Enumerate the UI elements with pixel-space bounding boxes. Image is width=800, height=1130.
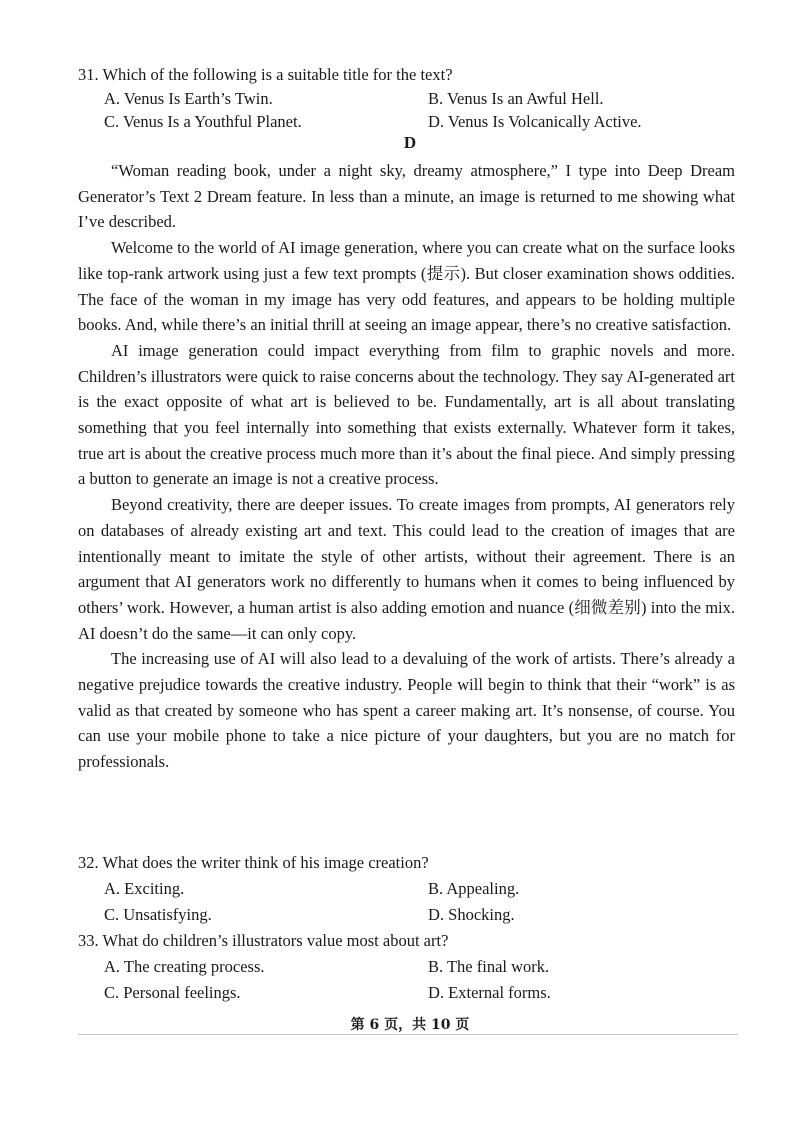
reading-passage	[78, 158, 735, 775]
question-33-option-b: B. The final work.	[428, 957, 550, 976]
question-31-option-d: D. Venus Is Volcanically Active.	[428, 112, 642, 131]
question-31-option-a: A. Venus Is Earth’s Twin.	[104, 89, 273, 108]
page-number-footer: 第 6 页，共 10 页	[350, 1017, 470, 1033]
question-32-option-b: B. Appealing.	[428, 879, 520, 898]
footer-divider	[78, 1034, 738, 1035]
question-33-option-d: D. External forms.	[428, 983, 551, 1002]
question-32-option-c: C. Unsatisfying.	[104, 905, 212, 924]
question-31-option-c: C. Venus Is a Youthful Planet.	[104, 112, 302, 131]
question-32-stem: 32. What does the writer think of his image creation?	[78, 853, 429, 872]
question-33-option-c: C. Personal feelings.	[104, 983, 241, 1002]
passage-paragraph: Welcome to the world of AI image generation, where you can create what on the surface looks like top-rank artwork using just a few text prompts (提示). But closer examination shows oddities. The face of the woman in my image has very odd features, and appears to be holding multiple books. And, while there’s an initial thrill at seeing an image appear, there’s no creative satisfaction.	[78, 238, 735, 335]
passage-paragraph: Beyond creativity, there are deeper issues. To create images from prompts, AI generators rely on databases of already existing art and text. This could lead to the creation of images that are intentionally meant to imitate the style of other artists, without their agreement. There is an argument that AI generators work no differently to humans when it comes to being influenced by others’ work. However, a human artist is also adding emotion and nuance (细微差别) into the mix. AI doesn’t do the same—it can only copy.	[78, 495, 735, 643]
passage-paragraph: The increasing use of AI will also lead to a devaluing of the work of artists. There’s already a negative prejudice towards the creative industry. People will begin to think that their “work” is as valid as that created by someone who has spent a career making art. It’s nonsense, of course. You can use your mobile phone to take a nice picture of your daughters, but you are no match for professionals.	[78, 649, 735, 772]
passage-paragraph: “Woman reading book, under a night sky, dreamy atmosphere,” I type into Deep Dream Generator’s Text 2 Dream feature. In less than a minute, an image is returned to me showing what I’ve described.	[78, 161, 735, 232]
question-32-option-a: A. Exciting.	[104, 879, 185, 898]
question-33-stem: 33. What do children’s illustrators value most about art?	[78, 931, 449, 950]
question-31-option-b: B. Venus Is an Awful Hell.	[428, 89, 604, 108]
question-33-option-a: A. The creating process.	[104, 957, 265, 976]
section-heading: D	[403, 133, 417, 152]
passage-paragraph: AI image generation could impact everything from film to graphic novels and more. Children’s illustrators were quick to raise concerns about the technology. They say AI-generated art is the exact opposite of what art is believed to be. Fundamentally, art is all about translating something that you feel internally into something that exists externally. Whatever form it takes, true art is about the creative process much more than it’s about the final piece. And simply pressing a button to generate an image is not a creative process.	[78, 340, 735, 489]
question-31-stem: 31. Which of the following is a suitable title for the text?	[78, 65, 453, 84]
question-32-option-d: D. Shocking.	[428, 905, 515, 924]
